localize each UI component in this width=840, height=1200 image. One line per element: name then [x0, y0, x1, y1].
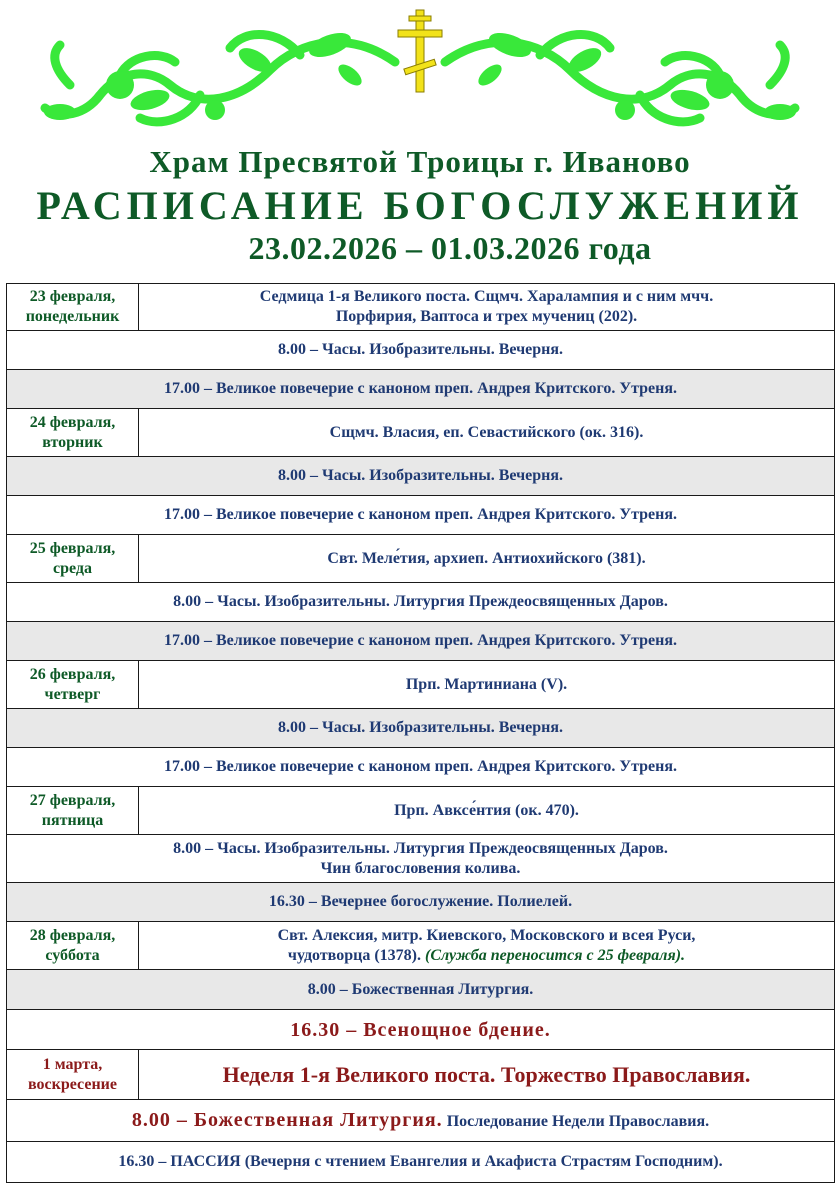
service-line: 8.00 – Часы. Изобразительны. Литургия Преждеосвященных Даров.: [173, 839, 668, 857]
table-row: [7, 709, 835, 748]
table-row: [7, 496, 835, 535]
day-date-cell: [7, 922, 139, 970]
feast-line: [143, 946, 830, 966]
floral-ornament: [0, 0, 840, 150]
day-weekday: воскресение: [28, 1075, 117, 1093]
service-cell: 17.00 – Великое повечерие с каноном преп. Андрея Критского. Утреня.: [7, 622, 835, 661]
table-row: [7, 535, 835, 583]
table-row: [7, 622, 835, 661]
feast-line-end: чудотворца (1378).: [287, 946, 421, 964]
day-weekday: среда: [53, 559, 92, 577]
day-date-cell: [7, 1050, 139, 1100]
table-row: [7, 661, 835, 709]
table-row: [7, 748, 835, 787]
feast-note: (Служба переносится с 25 февраля).: [424, 946, 686, 964]
service-cell: 17.00 – Великое повечерие с каноном преп. Андрея Критского. Утреня.: [7, 748, 835, 787]
feast-cell: Прп. Мартиниана (V).: [139, 661, 835, 709]
day-date-cell: [7, 787, 139, 835]
table-row: [7, 583, 835, 622]
feast-cell: Сщмч. Власия, еп. Севастийского (ок. 316).: [139, 409, 835, 457]
service-cell: [7, 1100, 835, 1142]
orthodox-cross-icon: [398, 10, 442, 92]
day-date: 24 февраля,: [29, 413, 116, 431]
schedule-period: 23.02.2026 – 01.03.2026 года: [248, 230, 652, 266]
service-cell: 8.00 – Часы. Изобразительны. Вечерня.: [7, 709, 835, 748]
service-cell: 8.00 – Часы. Изобразительны. Литургия Преждеосвященных Даров.: [7, 583, 835, 622]
day-date-cell: [7, 409, 139, 457]
service-cell: 16.30 – Вечернее богослужение. Полиелей.: [7, 883, 835, 922]
feast-line: Свт. Алексия, митр. Киевского, Московского и всея Руси,: [277, 926, 696, 944]
feast-cell: Прп. Авксе́нтия (ок. 470).: [139, 787, 835, 835]
feast-line: Порфирия, Ваптоса и трех мучениц (202).: [335, 308, 638, 325]
day-date-cell: [7, 661, 139, 709]
table-row: [7, 457, 835, 496]
day-weekday: понедельник: [25, 308, 120, 325]
table-row: [7, 883, 835, 922]
table-row: [7, 787, 835, 835]
day-weekday: пятница: [41, 811, 104, 829]
day-date-cell: [7, 535, 139, 583]
feast-cell: [139, 284, 835, 331]
feast-cell: Свт. Меле́тия, архиеп. Антиохийского (381).: [139, 535, 835, 583]
table-row: [7, 1142, 835, 1183]
service-cell: 17.00 – Великое повечерие с каноном преп. Андрея Критского. Утреня.: [7, 370, 835, 409]
day-date: 1 марта,: [42, 1055, 103, 1073]
feast-cell: [139, 922, 835, 970]
table-row: [7, 1100, 835, 1142]
vigil-service-cell: 16.30 – Всенощное бдение.: [7, 1010, 835, 1050]
service-cell: [7, 835, 835, 883]
service-cell: 8.00 – Часы. Изобразительны. Вечерня.: [7, 457, 835, 496]
day-date: 26 февраля,: [29, 665, 116, 683]
day-date: 25 февраля,: [29, 539, 116, 557]
table-row: [7, 970, 835, 1010]
liturgy-service: 8.00 – Божественная Литургия.: [131, 1108, 443, 1131]
day-date: 27 февраля,: [29, 791, 116, 809]
table-row: [7, 922, 835, 970]
table-row: [7, 409, 835, 457]
feast-line: Седмица 1-я Великого поста. Сщмч. Харалампия и с ним мчч.: [259, 288, 714, 305]
service-cell: 16.30 – ПАССИЯ (Вечерня с чтением Евангелия и Акафиста Страстям Господним).: [7, 1142, 835, 1183]
day-date: 23 февраля,: [29, 288, 116, 305]
day-weekday: суббота: [45, 946, 100, 964]
service-cell: 17.00 – Великое повечерие с каноном преп. Андрея Критского. Утреня.: [7, 496, 835, 535]
church-name: Храм Пресвятой Троицы г. Иваново: [149, 144, 691, 179]
table-row: [7, 284, 835, 331]
schedule-title: РАСПИСАНИЕ БОГОСЛУЖЕНИЙ: [36, 183, 804, 228]
table-row: [7, 331, 835, 370]
service-cell: 8.00 – Часы. Изобразительны. Вечерня.: [7, 331, 835, 370]
table-row: [7, 835, 835, 883]
day-weekday: четверг: [44, 685, 101, 703]
service-line: Чин благословения колива.: [320, 859, 521, 877]
liturgy-service-extra: Последование Недели Православия.: [446, 1112, 710, 1130]
table-row: [7, 370, 835, 409]
feast-cell: Неделя 1-я Великого поста. Торжество Православия.: [139, 1050, 835, 1100]
day-date-cell: [7, 284, 139, 331]
schedule-table: [6, 283, 835, 1183]
service-cell: 8.00 – Божественная Литургия.: [7, 970, 835, 1010]
table-row: [7, 1050, 835, 1100]
day-date: 28 февраля,: [29, 926, 116, 944]
day-weekday: вторник: [42, 433, 103, 451]
table-row: [7, 1010, 835, 1050]
